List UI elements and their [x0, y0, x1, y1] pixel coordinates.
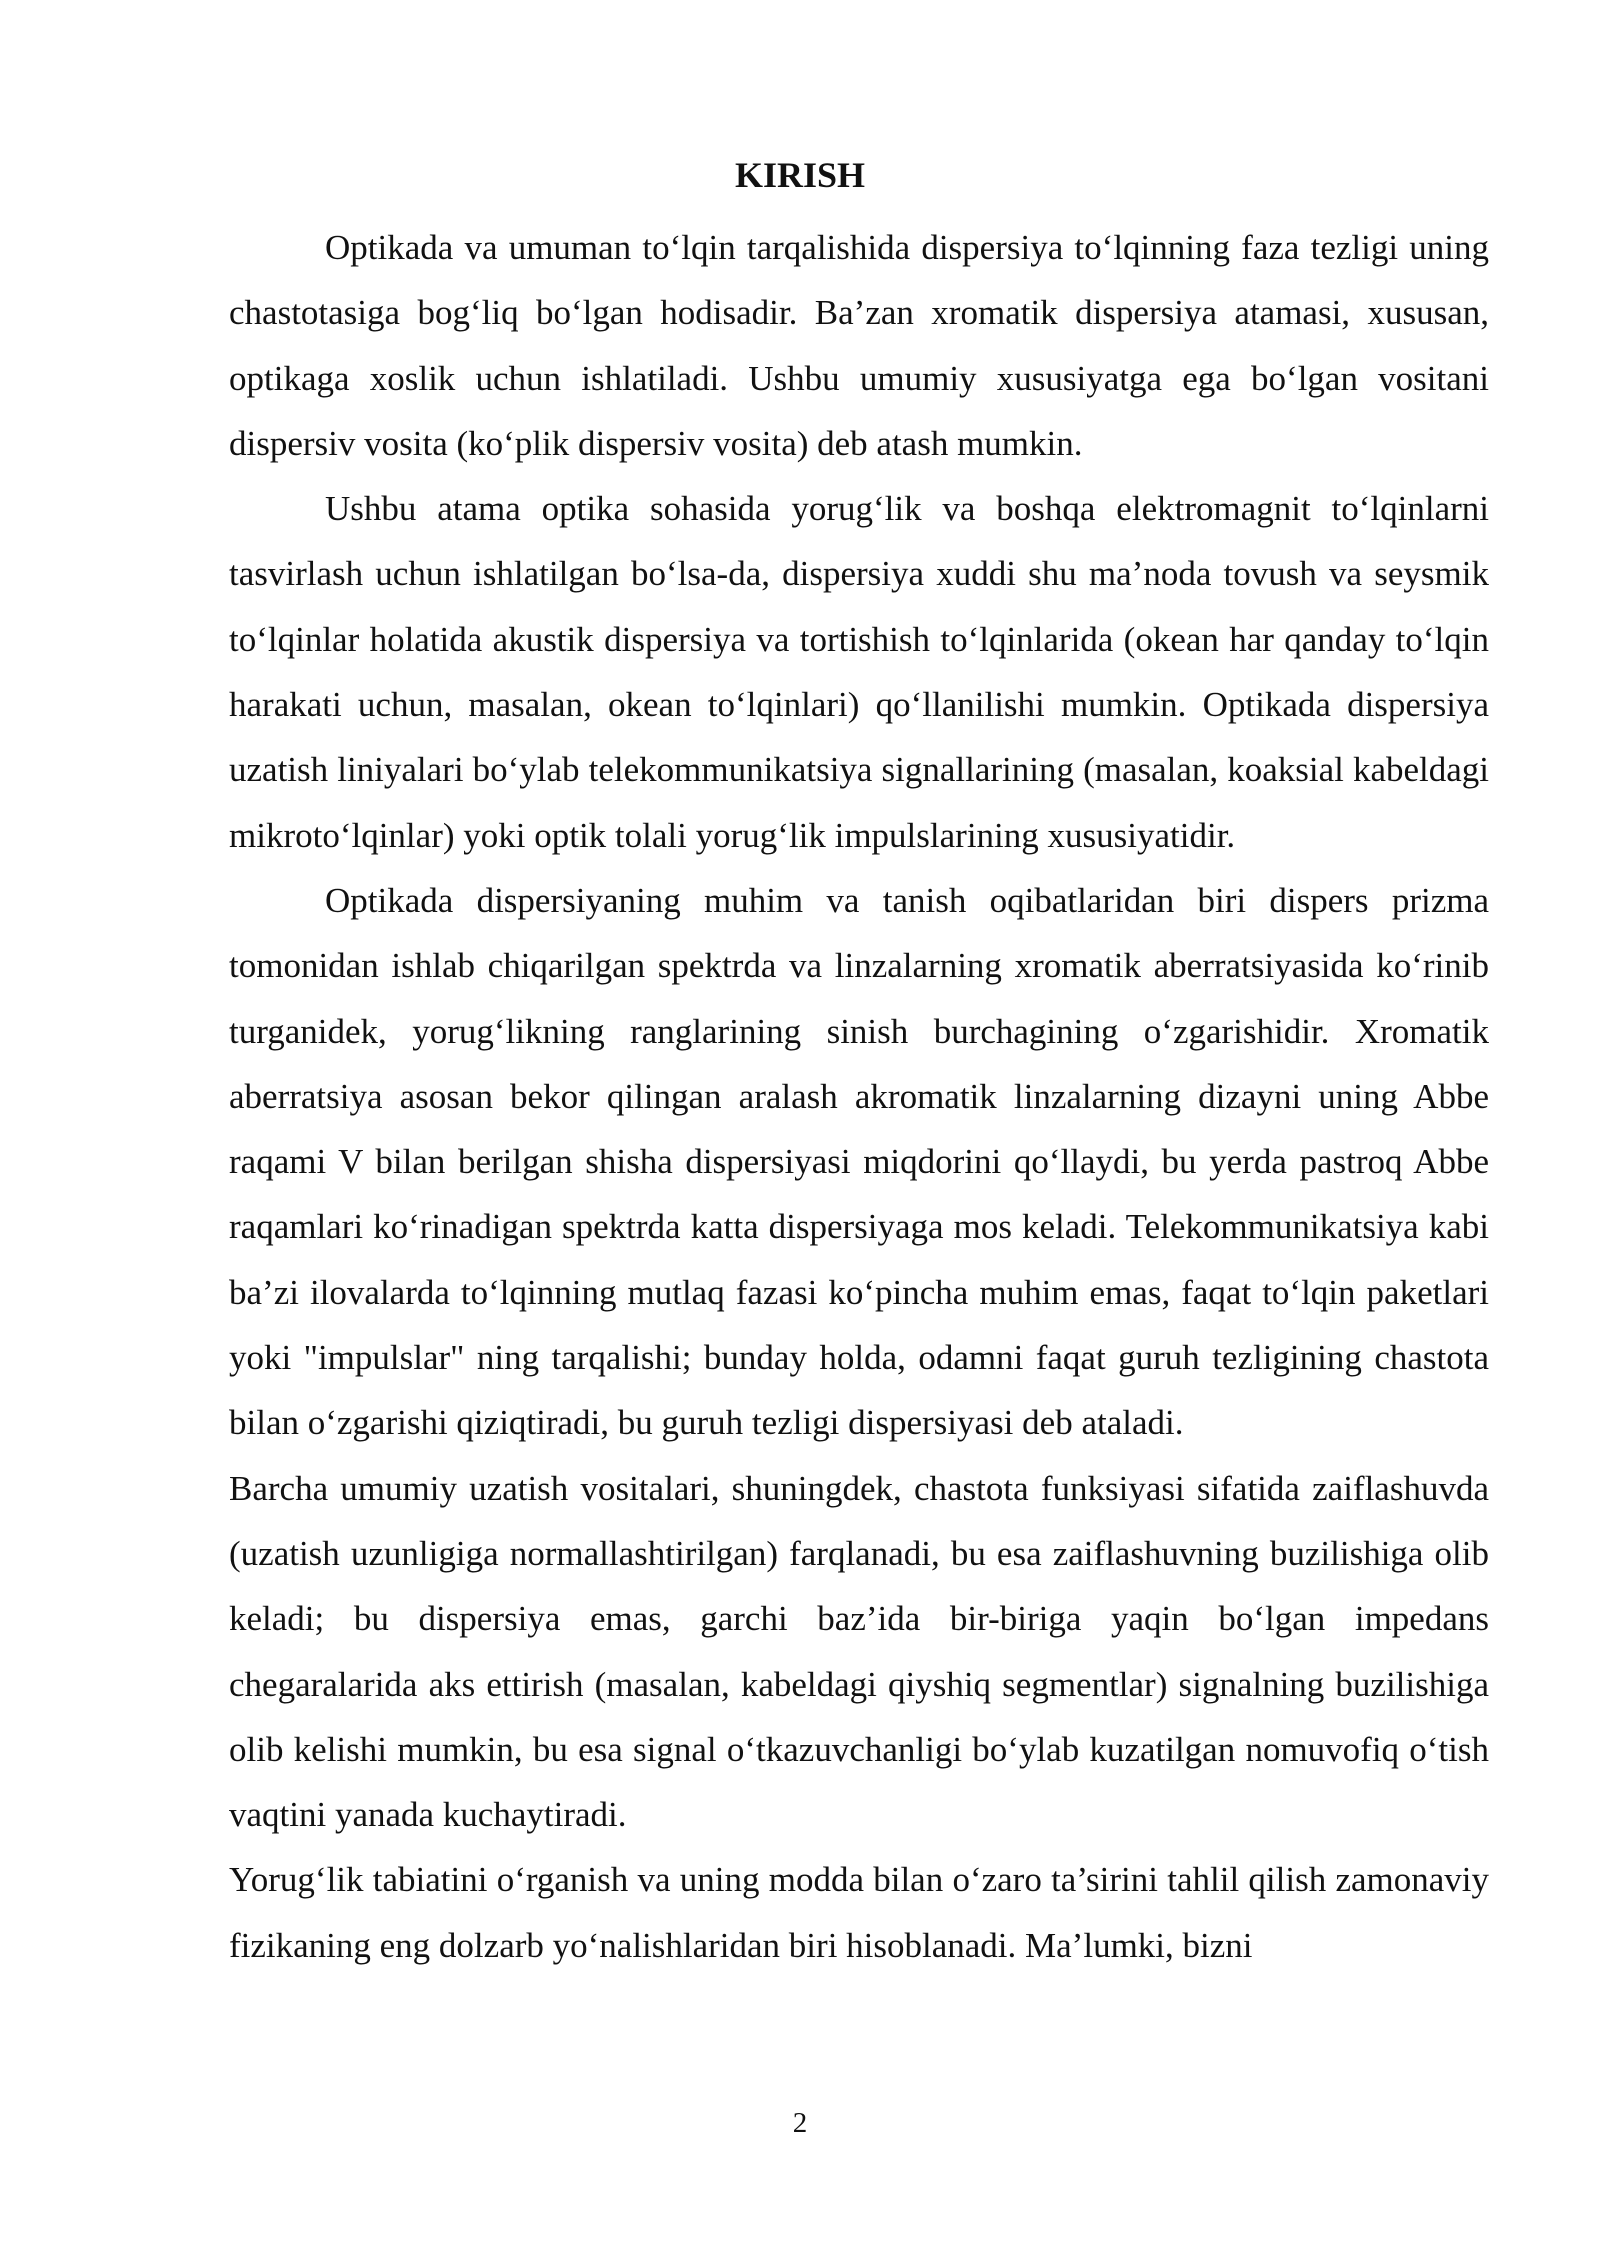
paragraph-5: Yorug‘lik tabiatini o‘rganish va uning modda bilan o‘zaro ta’sirini tahlil qilish zamonaviy fizikaning eng dolzarb yo‘nalishlaridan biri hisoblanadi. Ma’lumki, bizni: [229, 1860, 1489, 1965]
page-number: 2: [792, 2107, 808, 2139]
paragraph-3: Optikada dispersiyaning muhim va tanish oqibatlaridan biri dispers prizma tomonidan ishlab chiqarilgan spektrda va linzalarning xromatik aberratsiyasida ko‘rinib turganidek, yorug‘likning ranglarining sinish burchagining o‘zgarishidir. Xromatik aberratsiya asosan bekor qilingan aralash akromatik linzalarning dizayni uning Abbe raqami V bilan berilgan shisha dispersiyasi miqdorini qo‘llaydi, bu yerda pastroq Abbe raqamlari ko‘rinadigan spektrda katta dispersiyaga mos keladi. Telekommunikatsiya kabi ba’zi ilovalarda to‘lqinning mutlaq fazasi ko‘pincha muhim emas, faqat to‘lqin paketlari yoki "impulslar" ning tarqalishi; bunday holda, odamni faqat guruh tezligining chastota bilan o‘zgarishi qiziqtiradi, bu guruh tezligi dispersiyasi deb ataladi.: [229, 880, 1489, 1443]
page-title: KIRISH: [734, 155, 866, 195]
document-body: [229, 215, 1489, 1978]
paragraph-2: Ushbu atama optika sohasida yorug‘lik va boshqa elektromagnit to‘lqinlarni tasvirlash uchun ishlatilgan bo‘lsa-da, dispersiya xuddi shu ma’noda tovush va seysmik to‘lqinlar holatida akustik dispersiya va tortishish to‘lqinlarida (okean har qanday to‘lqin harakati uchun, masalan, okean to‘lqinlari) qo‘llanilishi mumkin. Optikada dispersiya uzatish liniyalari bo‘ylab telekommunikatsiya signallarining (masalan, koaksial kabeldagi mikroto‘lqinlar) yoki optik tolali yorug‘lik impulslarining xususiyatidir.: [229, 489, 1489, 855]
paragraph-1: Optikada va umuman to‘lqin tarqalishida dispersiya to‘lqinning faza tezligi uning chastotasiga bog‘liq bo‘lgan hodisadir. Ba’zan xromatik dispersiya atamasi, xususan, optikaga xoslik uchun ishlatiladi. Ushbu umumiy xususiyatga ega bo‘lgan vositani dispersiv vosita (ko‘plik dispersiv vosita) deb atash mumkin.: [229, 228, 1489, 463]
paragraph-4: Barcha umumiy uzatish vositalari, shuningdek, chastota funksiyasi sifatida zaiflashuvda (uzatish uzunligiga normallashtirilgan) farqlanadi, bu esa zaiflashuvning buzilishiga olib keladi; bu dispersiya emas, garchi baz’ida bir-biriga yaqin bo‘lgan impedans chegaralarida aks ettirish (masalan, kabeldagi qiyshiq segmentlar) signalning buzilishiga olib kelishi mumkin, bu esa signal o‘tkazuvchanligi bo‘ylab kuzatilgan nomuvofiq o‘tish vaqtini yanada kuchaytiradi.: [229, 1468, 1489, 1835]
